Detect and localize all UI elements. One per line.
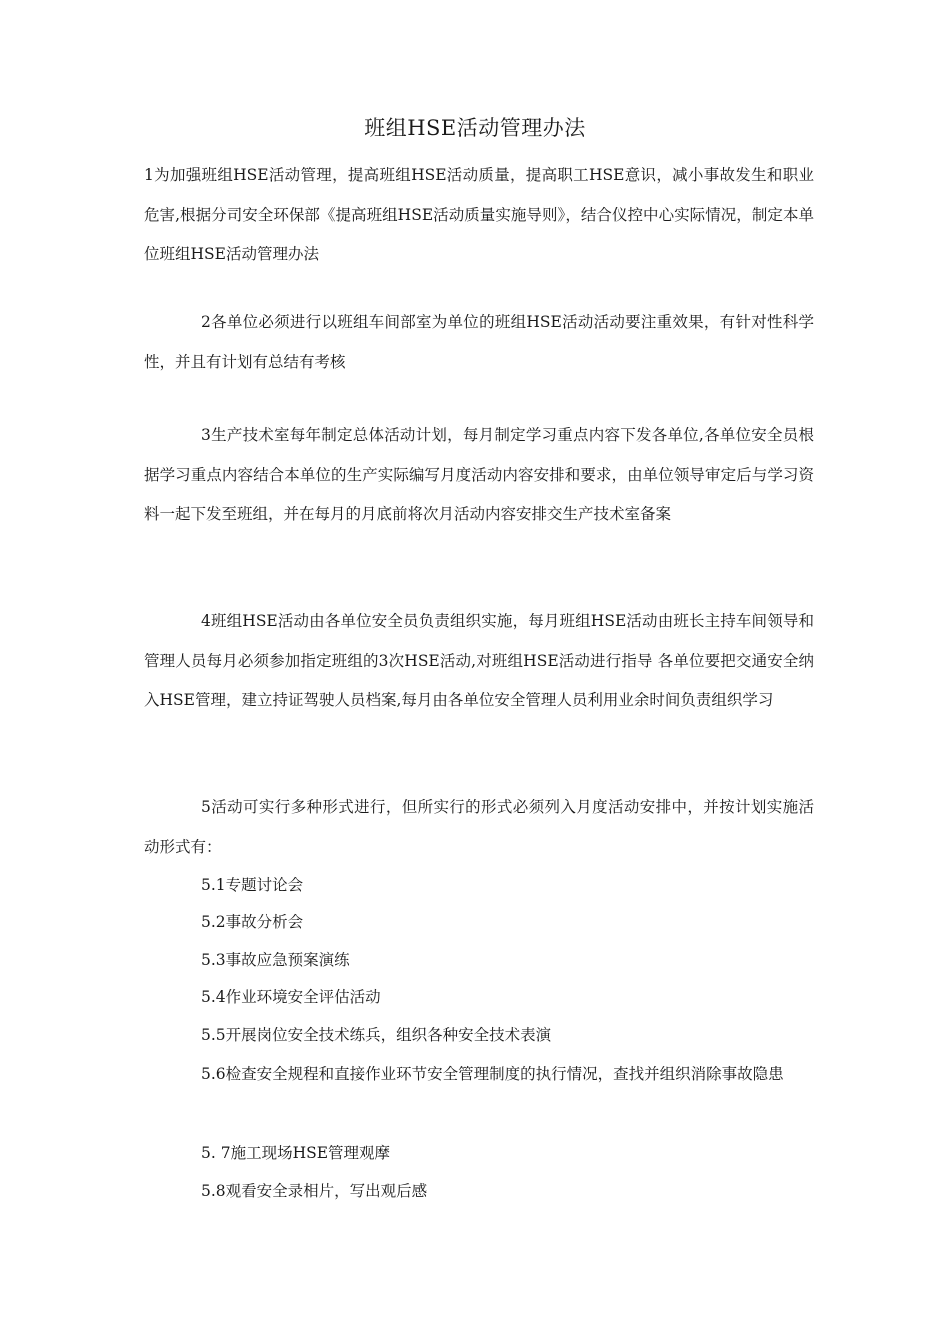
list-item-5-4: 5.4作业环境安全评估活动 <box>201 988 381 1006</box>
paragraph-1: 1为加强班组HSE活动管理，提高班组HSE活动质量，提高职工HSE意识，减小事故发生和职业危害,根据分司安全环保部《提高班组HSE活动质量实施导则》，结合仪控中心实际情况，制定本单位班组HSE活动管理办法 <box>144 166 814 263</box>
list-item-5-5: 5.5开展岗位安全技术练兵，组织各种安全技术表演 <box>201 1026 552 1044</box>
list-item-5-7: 5. 7施工现场HSE管理观摩 <box>201 1144 391 1162</box>
list-item-5-1: 5.1专题讨论会 <box>201 876 304 894</box>
list-item-5-2: 5.2事故分析会 <box>201 913 304 931</box>
paragraph-4: 4班组HSE活动由各单位安全员负责组织实施，每月班组HSE活动由班长主持车间领导和管理人员每月必须参加指定班组的3次HSE活动,对班组HSE活动进行指导 各单位要把交通安全纳入HSE管理，建立持证驾驶人员档案,每月由各单位安全管理人员利用业余时间负责组织学习 <box>144 612 814 709</box>
list-item-5-8: 5.8观看安全录相片，写出观后感 <box>201 1182 428 1200</box>
paragraph-3: 3生产技术室每年制定总体活动计划，每月制定学习重点内容下发各单位,各单位安全员根据学习重点内容结合本单位的生产实际编写月度活动内容安排和要求，由单位领导审定后与学习资料一起下发至班组，并在每月的月底前将次月活动内容安排交生产技术室备案 <box>144 426 814 523</box>
list-item-5-6: 5.6检查安全规程和直接作业环节安全管理制度的执行情况，查找并组织消除事故隐患 <box>201 1065 784 1083</box>
paragraph-5: 5活动可实行多种形式进行，但所实行的形式必须列入月度活动安排中，并按计划实施活动形式有： <box>144 798 814 856</box>
paragraph-2: 2各单位必须进行以班组车间部室为单位的班组HSE活动活动要注重效果，有针对性科学性，并且有计划有总结有考核 <box>144 313 814 371</box>
list-item-5-3: 5.3事故应急预案演练 <box>201 951 350 969</box>
document-title: 班组HSE活动管理办法 <box>364 116 586 140</box>
